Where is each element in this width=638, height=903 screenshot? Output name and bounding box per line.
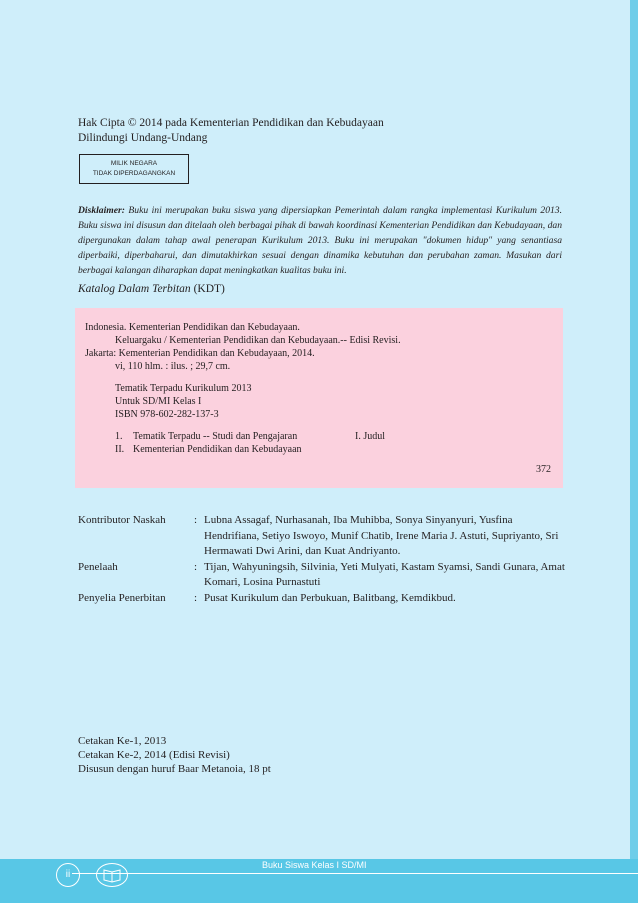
book-icon [96, 863, 128, 887]
credit-value: Pusat Kurikulum dan Perbukuan, Balitbang, Kemdikbud. [204, 591, 456, 604]
credit-row [78, 591, 568, 607]
ownership-stamp [79, 154, 189, 184]
credit-row [78, 560, 568, 591]
printing-line: Cetakan Ke-2, 2014 (Edisi Revisi) [78, 749, 230, 761]
credit-row [78, 513, 568, 560]
catalog-item-text: Tematik Terpadu -- Studi dan Pengajaran [133, 431, 298, 442]
footer-rule [72, 873, 638, 874]
catalog-item-extra: I. Judul [355, 431, 385, 442]
catalog-item-number: 1. [115, 431, 123, 442]
page-footer [0, 845, 638, 903]
typeface-line: Disusun dengan huruf Baar Metanoia, 18 pt [78, 763, 271, 775]
disclaimer-label: Disklaimer: [78, 205, 125, 216]
catalog-line: Tematik Terpadu Kurikulum 2013 [115, 383, 252, 394]
credit-colon: : [194, 560, 198, 573]
credit-colon: : [194, 591, 198, 604]
catalog-heading-italic: Katalog Dalam Terbitan [78, 283, 191, 295]
credits-list [78, 513, 568, 606]
catalog-line: Keluargaku / Kementerian Pendidikan dan Kebudayaan.-- Edisi Revisi. [115, 335, 401, 346]
printing-info [78, 734, 271, 776]
catalog-box [75, 308, 563, 488]
copyright-block [78, 116, 384, 146]
protection-line: Dilindungi Undang-Undang [78, 132, 208, 144]
catalog-item-number: II. [115, 444, 125, 455]
credit-colon: : [194, 514, 198, 526]
catalog-heading-abbr: (KDT) [190, 283, 225, 295]
catalog-line: ISBN 978-602-282-137-3 [115, 409, 219, 420]
credit-value: Lubna Assagaf, Nurhasanah, Iba Muhibba, Sonya Sinyanyuri, Yusfina Hendrifiana, Setiyo Iswoyo, Munif Chatib, Irene Maria J. Astuti, Supriyanto, Sri Hermawati Dwi Arini, dan Kuat Andriyanto. [204, 514, 559, 557]
catalog-line: Untuk SD/MI Kelas I [115, 396, 202, 407]
book-title: Buku Siswa Kelas I SD/MI [262, 860, 367, 870]
disclaimer-text: Buku ini merupakan buku siswa yang dipersiapkan Pemerintah dalam rangka implementasi Kurikulum 2013. Buku siswa ini disusun dan ditelaah oleh berbagai pihak di bawah koordinasi Kementerian Pendidikan dan Kebudayaan, dan dipergunakan dalam tahap awal penerapan Kurikulum 2013. Buku ini merupakan "dokumen hidup" yang senantiasa diperbaiki, diperbaharui, dan dimutakhirkan sesuai dengan dinamika kebutuhan dan perubahan zaman. Masukan dari berbagai kalangan diharapkan dapat meningkatkan kualitas buku ini. [78, 205, 562, 276]
copyright-line: Hak Cipta © 2014 pada Kementerian Pendidikan dan Kebudayaan [78, 117, 384, 129]
credit-label: Kontributor Naskah [78, 514, 166, 526]
catalog-classification-code: 372 [536, 464, 551, 475]
stamp-line-1: MILIK NEGARA [110, 160, 158, 167]
credit-label: Penyelia Penerbitan [78, 591, 166, 604]
credit-value: Tijan, Wahyuningsih, Silvinia, Yeti Mulyati, Kastam Syamsi, Sandi Gunara, Amat Komari, Losina Purnastuti [204, 560, 565, 588]
stamp-line-2: TIDAK DIPERDAGANGKAN [92, 170, 176, 177]
page-edge-stripe [630, 0, 638, 903]
disclaimer-paragraph [78, 203, 562, 278]
catalog-line: Jakarta: Kementerian Pendidikan dan Kebudayaan, 2014. [85, 348, 315, 359]
catalog-heading [78, 283, 225, 295]
catalog-line: vi, 110 hlm. : ilus. ; 29,7 cm. [115, 361, 231, 372]
catalog-line: Indonesia. Kementerian Pendidikan dan Kebudayaan. [85, 322, 300, 333]
credit-label: Penelaah [78, 560, 118, 573]
printing-line: Cetakan Ke-1, 2013 [78, 735, 167, 747]
catalog-item-text: Kementerian Pendidikan dan Kebudayaan [133, 444, 302, 455]
page-number: ii [56, 863, 80, 887]
